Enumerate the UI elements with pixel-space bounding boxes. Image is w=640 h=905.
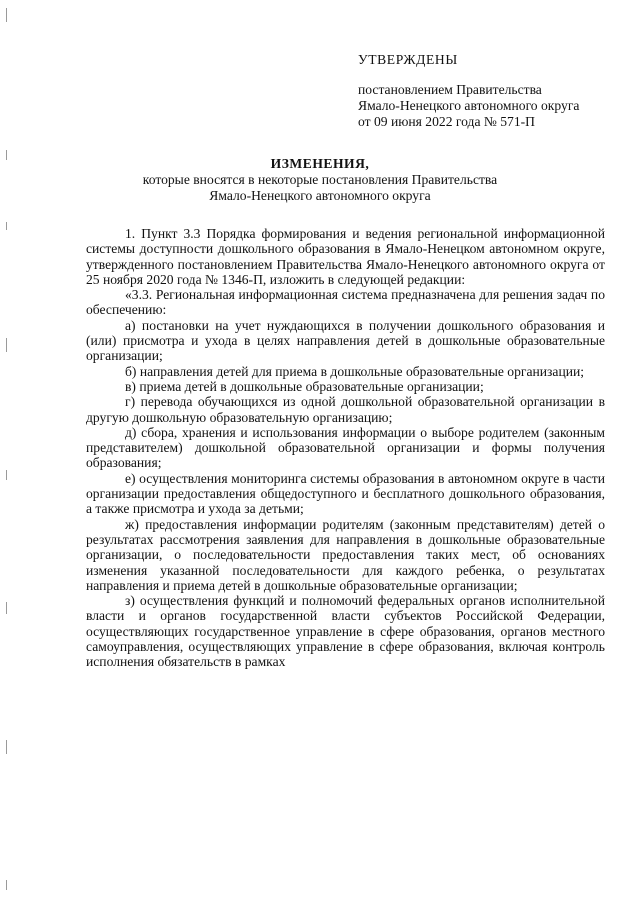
- document-body: [86, 226, 605, 670]
- heading-subtitle-2: Ямало-Ненецкого автономного округа: [209, 188, 431, 203]
- paragraph-4: б) направления детей для приема в дошкольные образовательные организации;: [125, 363, 585, 379]
- approval-title: УТВЕРЖДЕНЫ: [358, 52, 458, 67]
- paragraph-10: з) осуществления функций и полномочий федеральных органов исполнительной власти и органов государственной власти субъектов Российской Федерации, осуществляющих государственное управление в сфере образования, органов местного самоуправления, осуществляющих управление в сфере образования, включая контроль исполнения обязательств в рамках: [86, 593, 605, 670]
- paragraph-1: 1. Пункт 3.3 Порядка формирования и ведения региональной информационной системы доступности дошкольного образования в Ямало-Ненецком автономном округе, утвержденного постановлением Правительства Ямало-Ненецкого автономного округа от 25 ноября 2020 года № 1346-П, изложить в следующей редакции:: [86, 226, 605, 287]
- approval-line-3: от 09 июня 2022 года № 571-П: [358, 114, 535, 129]
- paragraph-8: е) осуществления мониторинга системы образования в автономном округе в части организации предоставления общедоступного и бесплатного дошкольного образования, а также присмотра и ухода за детьми;: [86, 470, 605, 517]
- heading-title: ИЗМЕНЕНИЯ,: [270, 156, 370, 171]
- approval-block: [358, 52, 618, 130]
- paragraph-6: г) перевода обучающихся из одной дошкольной образовательной организации в другую дошкольную образовательную организацию;: [86, 394, 605, 425]
- paragraph-5: в) приема детей в дошкольные образовательные организации;: [125, 378, 484, 394]
- paragraph-3: а) постановки на учет нуждающихся в получении дошкольного образования и (или) присмотра и ухода в целях направления детей в дошкольные образовательные организации;: [86, 317, 605, 364]
- paragraph-7: д) сбора, хранения и использования информации о выборе родителем (законным представителем) дошкольной образовательной организации и формы получения образования;: [86, 424, 605, 471]
- left-margin-scan-marks: [6, 0, 8, 905]
- approval-line-1: постановлением Правительства: [358, 82, 542, 97]
- heading-subtitle-1: которые вносятся в некоторые постановления Правительства: [142, 172, 498, 187]
- approval-line-2: Ямало-Ненецкого автономного округа: [358, 98, 580, 113]
- paragraph-9: ж) предоставления информации родителям (законным представителям) детей о результатах рассмотрения заявления для направления в дошкольные образовательные организации, о последовательности предоставления таких мест, об основаниях изменения указанной последовательности для каждого ребенка, о результатах направления и приема детей в дошкольные образовательные организации;: [86, 516, 605, 593]
- paragraph-2: «3.3. Региональная информационная система предназначена для решения задач по обеспечению:: [86, 287, 605, 318]
- document-heading: [80, 156, 560, 204]
